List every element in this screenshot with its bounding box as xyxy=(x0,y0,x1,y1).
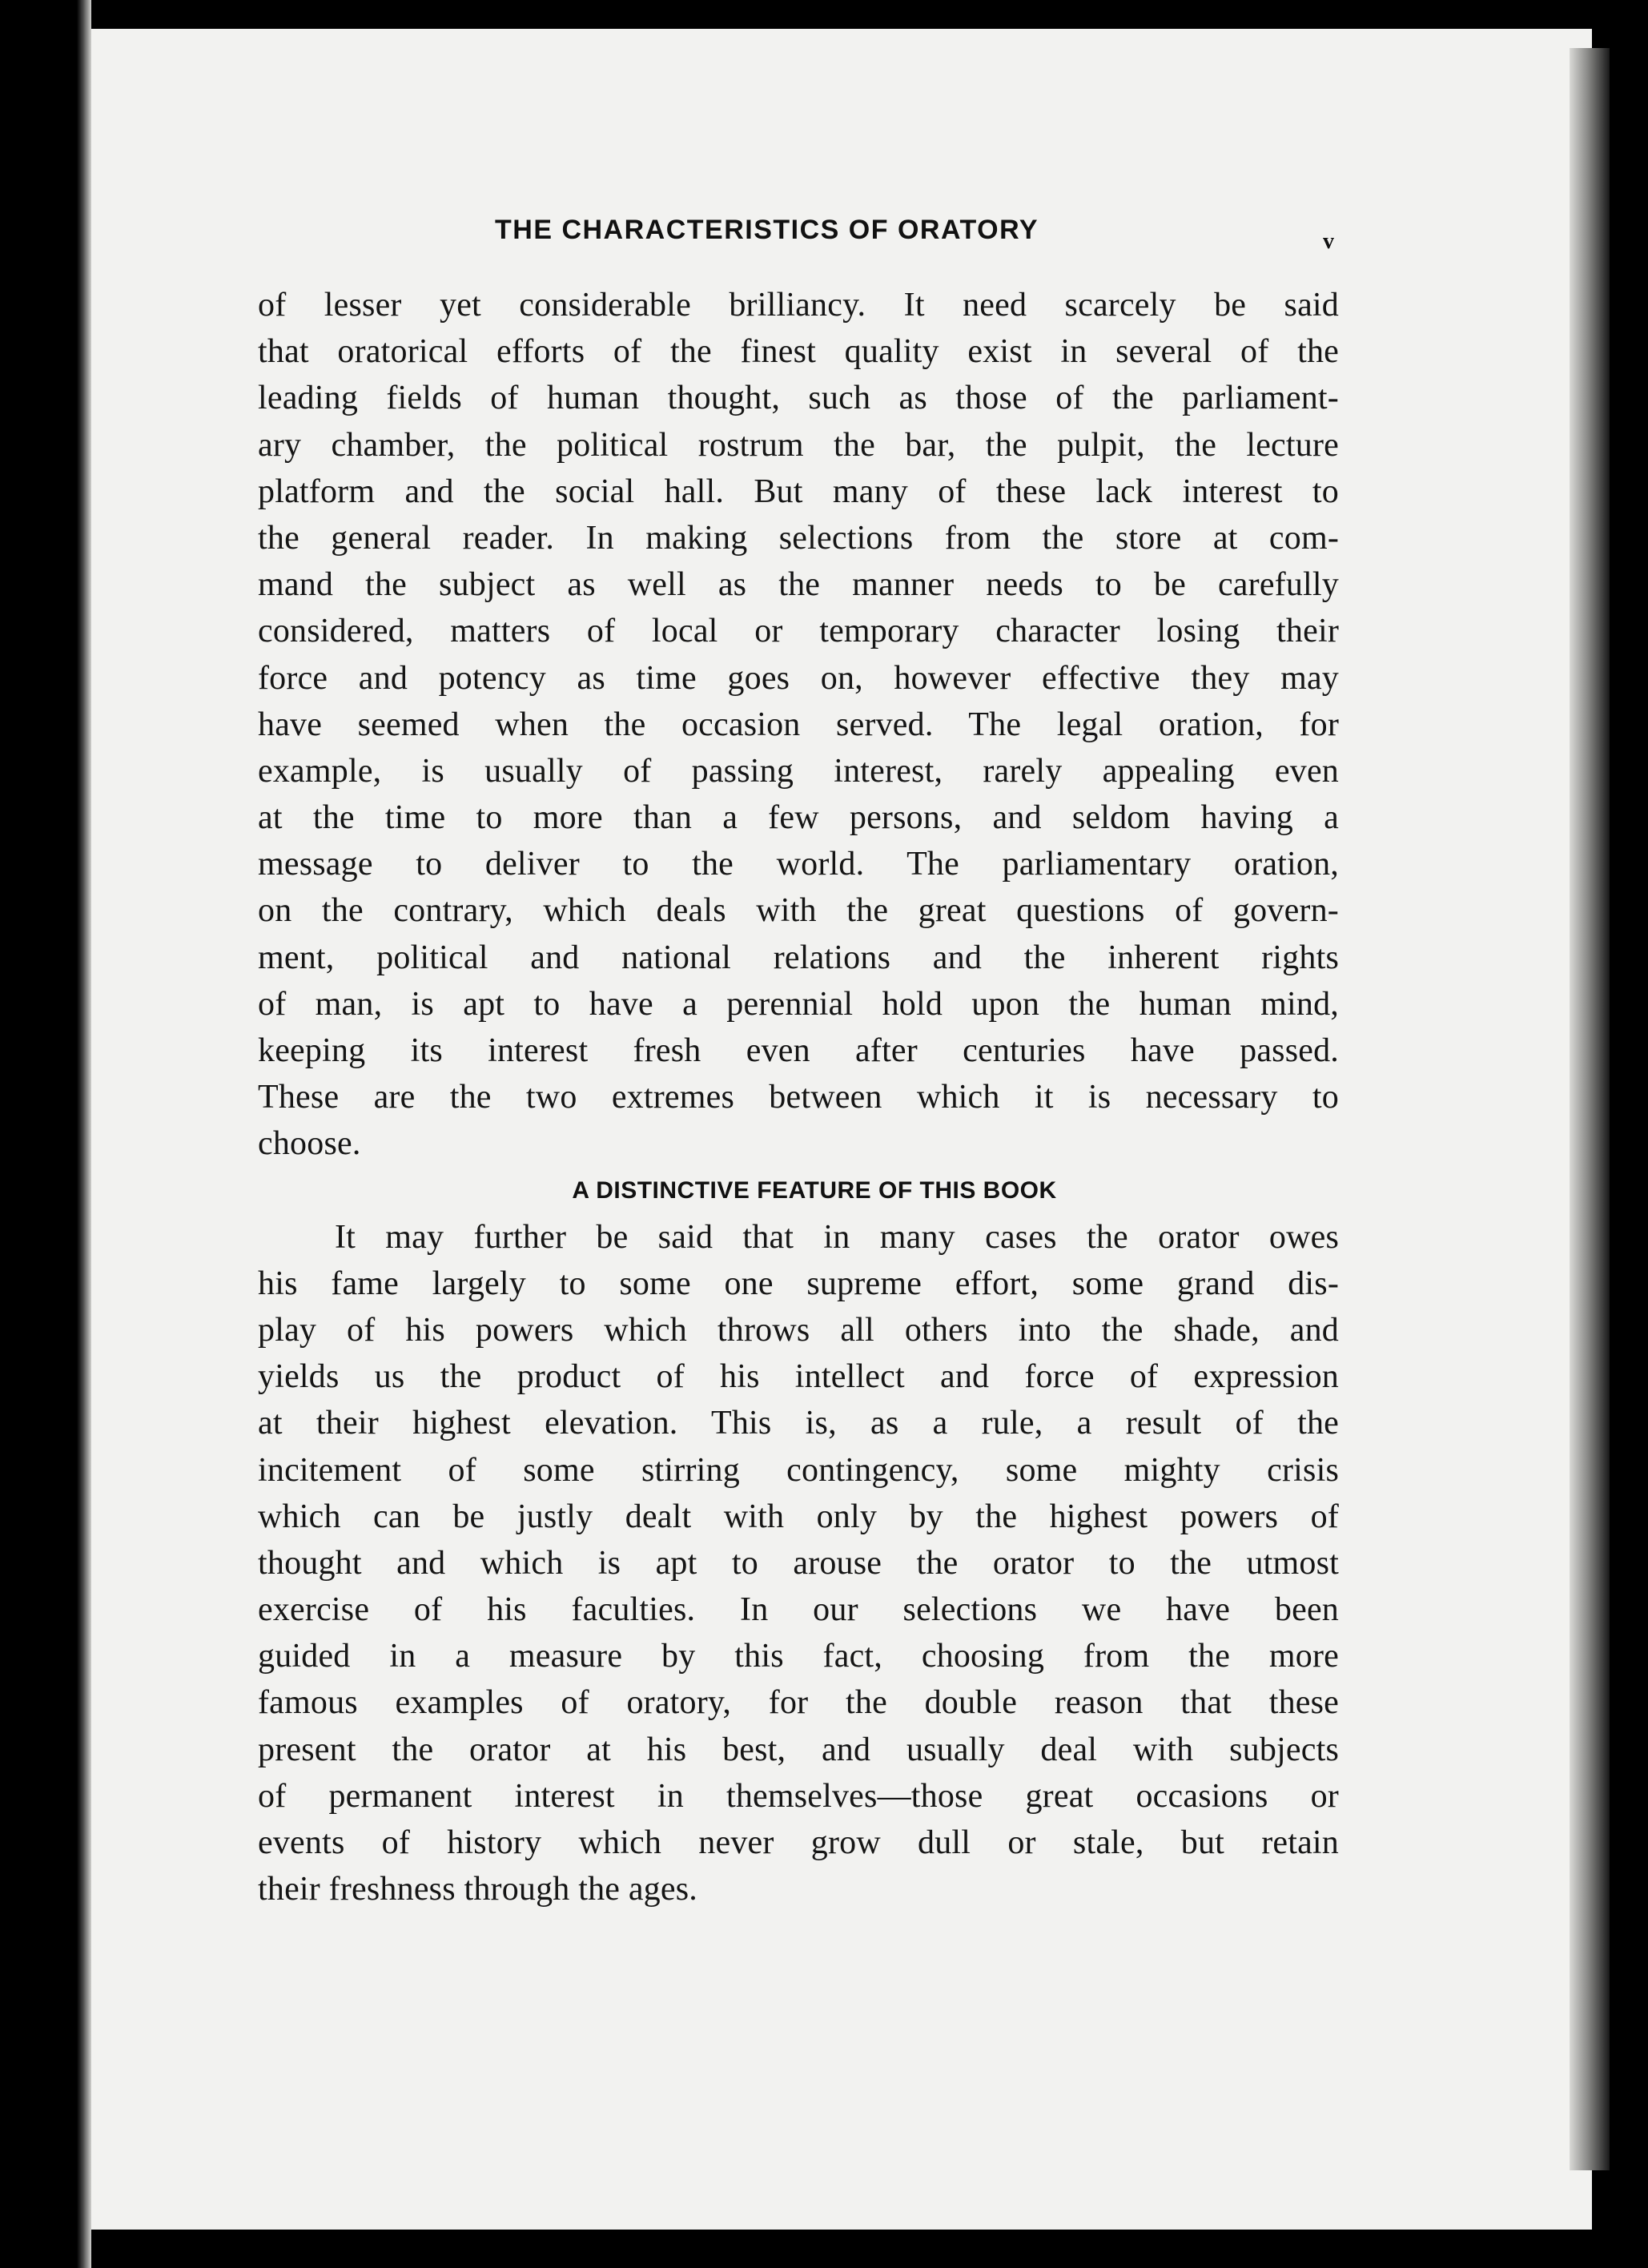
body-text xyxy=(258,282,1339,1912)
text-line: ment, political and national relations and the inherent rights xyxy=(258,939,1339,976)
running-head: THE CHARACTERISTICS OF ORATORY xyxy=(495,215,1039,245)
text-line: his fame largely to some one supreme effort, some grand dis- xyxy=(258,1265,1339,1302)
text-line: yields us the product of his intellect and force of expression xyxy=(258,1358,1339,1396)
text-line: exercise of his faculties. In our selections we have been xyxy=(258,1591,1339,1629)
text-line: example, is usually of passing interest, rarely appealing even xyxy=(258,752,1339,790)
text-line: famous examples of oratory, for the double reason that these xyxy=(258,1684,1339,1722)
text-line: ary chamber, the political rostrum the bar, the pulpit, the lecture xyxy=(258,426,1339,464)
text-line: force and potency as time goes on, however effective they may xyxy=(258,659,1339,697)
text-line: of man, is apt to have a perennial hold upon the human mind, xyxy=(258,985,1339,1023)
text-line: which can be justly dealt with only by the highest powers of xyxy=(258,1498,1339,1535)
text-line: on the contrary, which deals with the great questions of govern- xyxy=(258,892,1339,930)
page-gutter xyxy=(77,0,91,2268)
text-line: guided in a measure by this fact, choosing from the more xyxy=(258,1638,1339,1675)
text-line: at their highest elevation. This is, as a rule, a result of the xyxy=(258,1405,1339,1442)
text-line: leading fields of human thought, such as those of the parliament- xyxy=(258,380,1339,417)
text-line: incitement of some stirring contingency, some mighty crisis xyxy=(258,1451,1339,1489)
text-line: thought and which is apt to arouse the orator to the utmost xyxy=(258,1544,1339,1582)
text-line: platform and the social hall. But many of these lack interest to xyxy=(258,472,1339,510)
page-number: v xyxy=(1323,229,1334,254)
text-line: their freshness through the ages. xyxy=(258,1871,697,1908)
text-line: mand the subject as well as the manner needs to be carefully xyxy=(258,566,1339,604)
paragraph-1 xyxy=(258,282,1339,1168)
text-line: events of history which never grow dull or stale, but retain xyxy=(258,1824,1339,1861)
section-subheading: A DISTINCTIVE FEATURE OF THIS BOOK xyxy=(572,1176,1057,1204)
paragraph-2 xyxy=(258,1214,1339,1913)
text-line: message to deliver to the world. The parliamentary oration, xyxy=(258,846,1339,883)
text-line: present the orator at his best, and usually deal with subjects xyxy=(258,1731,1339,1768)
text-line: at the time to more than a few persons, and seldom having a xyxy=(258,799,1339,837)
page-edge xyxy=(1570,48,1610,2170)
text-line: keeping its interest fresh even after centuries have passed. xyxy=(258,1032,1339,1069)
text-line: that oratorical efforts of the finest quality exist in several of the xyxy=(258,333,1339,371)
text-line: These are the two extremes between which it is necessary to xyxy=(258,1079,1339,1116)
text-line: considered, matters of local or temporary character losing their xyxy=(258,613,1339,650)
text-line: have seemed when the occasion served. The legal oration, for xyxy=(258,706,1339,743)
text-line: of permanent interest in themselves—those great occasions or xyxy=(258,1777,1339,1815)
text-line: choose. xyxy=(258,1125,361,1163)
text-line: It may further be said that in many cases the orator owes xyxy=(335,1218,1339,1256)
text-line: the general reader. In making selections from the store at com- xyxy=(258,519,1339,557)
text-line: play of his powers which throws all others into the shade, and xyxy=(258,1311,1339,1349)
text-line: of lesser yet considerable brilliancy. It need scarcely be said xyxy=(258,287,1339,324)
